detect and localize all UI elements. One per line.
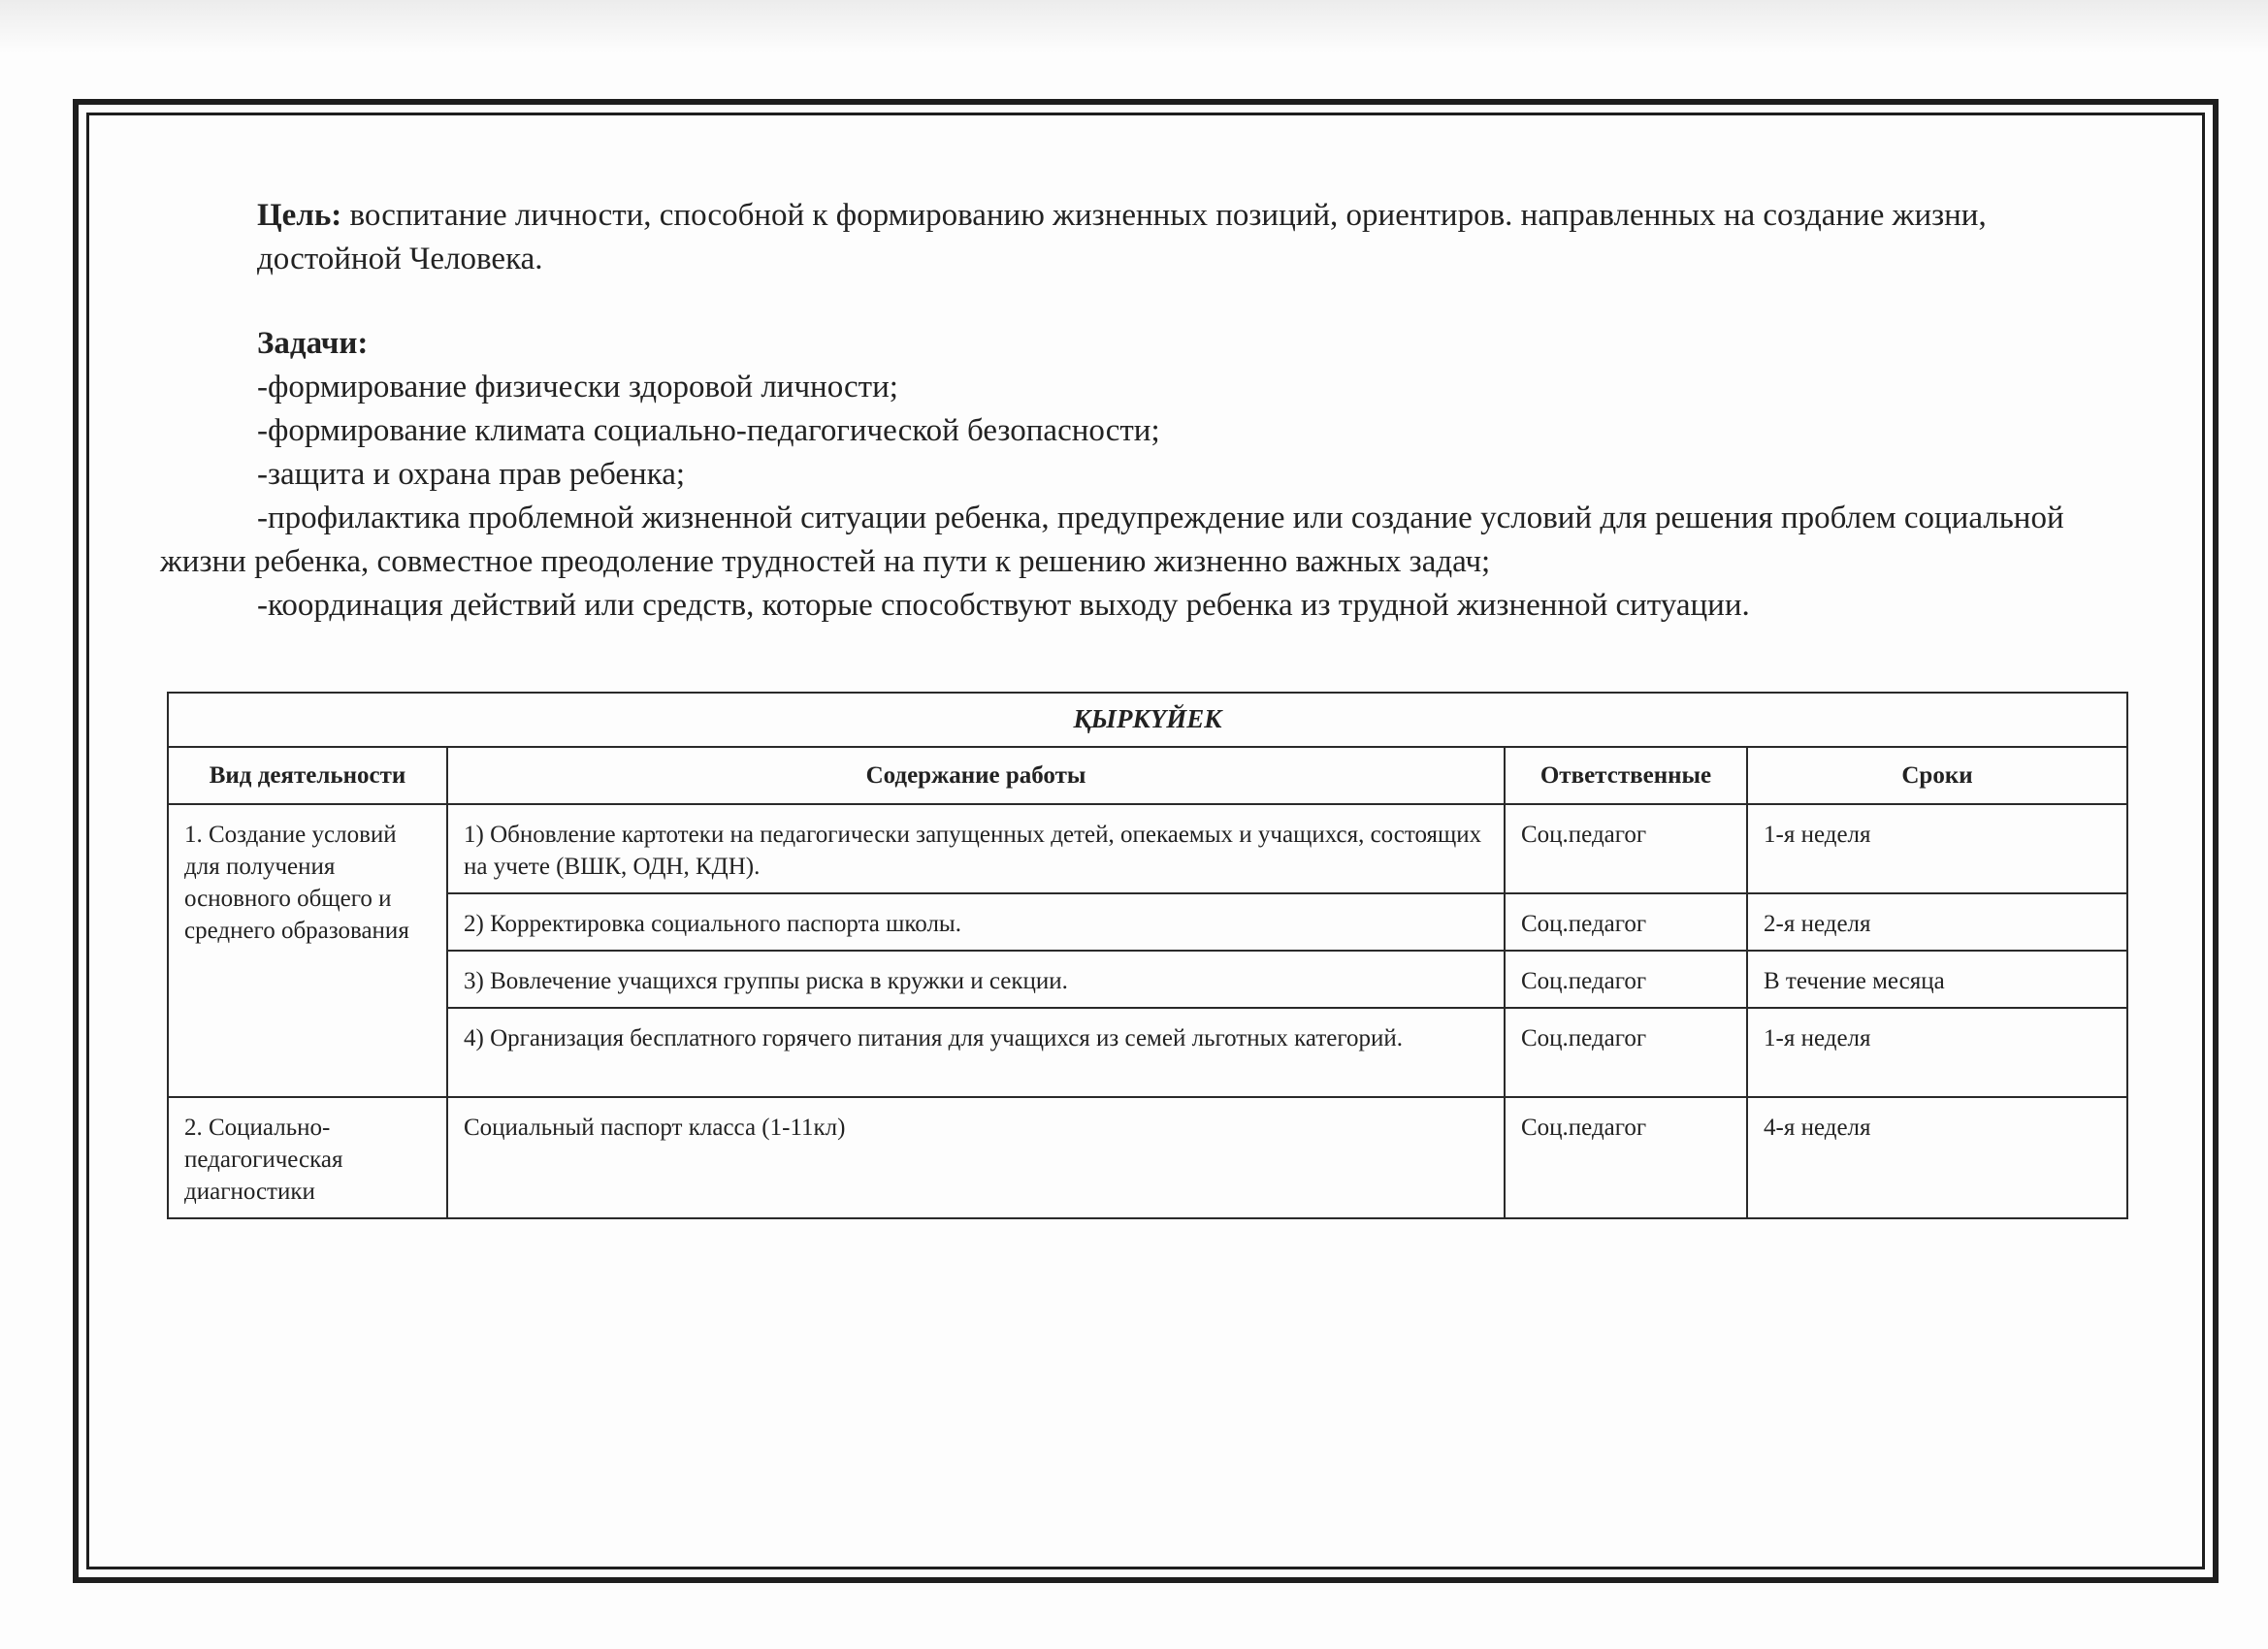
header-content: Содержание работы [447,747,1505,804]
table-row [168,804,2127,893]
content-cell: 3) Вовлечение учащихся группы риска в кружки и секции. [447,951,1505,1008]
table-row [168,1097,2127,1218]
month-row [168,693,2127,747]
goal-text: воспитание личности, способной к формированию жизненных позиций, ориентиров. направленных на создание жизни, достойной Человека. [257,198,1987,276]
term-cell: В течение месяца [1747,951,2127,1008]
responsible-cell: Соц.педагог [1505,804,1747,893]
content-cell: 1) Обновление картотеки на педагогически запущенных детей, опекаемых и учащихся, состоящих на учете (ВШК, ОДН, КДН). [447,804,1505,893]
term-cell: 1-я неделя [1747,1008,2127,1097]
responsible-cell: Соц.педагог [1505,1008,1747,1097]
table-header-row [168,747,2127,804]
task-item: -формирование физически здоровой личности; [257,370,898,404]
task-item: -координация действий или средств, которые способствуют выходу ребенка из трудной жизненной ситуации. [257,588,1750,623]
content-cell: 2) Корректировка социального паспорта школы. [447,893,1505,951]
task-item: -профилактика проблемной жизненной ситуации ребенка, предупреждение или создание условий для решения проблем социальной жизни ребенка, совместное преодоление трудностей на пути к решению жизненно важных задач; [160,501,2064,579]
goals-and-tasks [160,194,2129,628]
header-term: Сроки [1747,747,2127,804]
table-row [168,951,2127,1008]
term-cell: 2-я неделя [1747,893,2127,951]
activity-cell: 2. Социально-педагогическая диагностики [168,1097,447,1218]
goal-paragraph [160,194,2129,281]
content-cell: Социальный паспорт класса (1-11кл) [447,1097,1505,1218]
responsible-cell: Соц.педагог [1505,1097,1747,1218]
header-activity: Вид деятельности [168,747,447,804]
table-row [168,893,2127,951]
header-responsible: Ответственные [1505,747,1747,804]
scan-top-shadow [0,0,2268,53]
responsible-cell: Соц.педагог [1505,951,1747,1008]
content-cell: 4) Организация бесплатного горячего питания для учащихся из семей льготных категорий. [447,1008,1505,1097]
month-title: ҚЫРКҮЙЕК [168,693,2127,747]
task-item: -защита и охрана прав ребенка; [257,457,686,492]
term-cell: 1-я неделя [1747,804,2127,893]
task-item: -формирование климата социально-педагогической безопасности; [257,413,1160,448]
term-cell: 4-я неделя [1747,1097,2127,1218]
activity-cell: 1. Создание условий для получения основного общего и среднего образования [168,804,447,1097]
tasks-label: Задачи: [257,326,369,361]
goal-label: Цель: [257,198,342,233]
responsible-cell: Соц.педагог [1505,893,1747,951]
activity-plan-table [167,692,2128,1219]
table-row [168,1008,2127,1097]
